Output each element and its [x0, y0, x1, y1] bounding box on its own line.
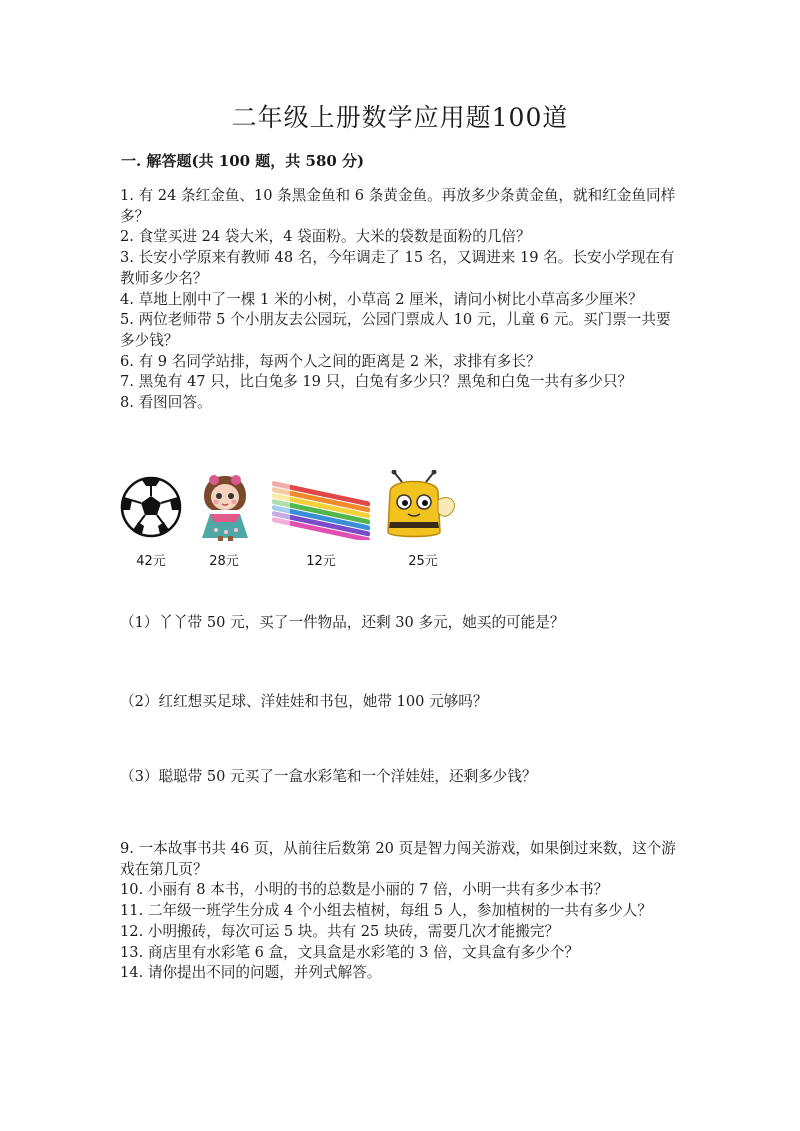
- soccer-ball-icon: [120, 476, 182, 538]
- question-list-part-2: [120, 839, 680, 984]
- product-images: [118, 470, 478, 580]
- question-12: 12. 小明搬砖，每次可运 5 块。共有 25 块砖，需要几次才能搬完？: [120, 922, 560, 940]
- question-3: 3. 长安小学原来有教师 48 名，今年调走了 15 名，又调进来 19 名。长安小学现在有教师多少名？: [120, 249, 675, 287]
- question-13: 13. 商店里有水彩笔 6 盒，文具盒是水彩笔的 3 倍，文具盒有多少个？: [120, 943, 580, 961]
- price-doll: 28元: [209, 554, 239, 569]
- question-8: 8. 看图回答。: [120, 394, 212, 412]
- sub-question-3: （3）聪聪带 50 元买了一盒水彩笔和一个洋娃娃，还剩多少钱？: [120, 768, 537, 785]
- doll-icon: [190, 470, 260, 542]
- question-6: 6. 有 9 名同学站排，每两个人之间的距离是 2 米，求排有多长？: [120, 352, 541, 370]
- question-11: 11. 二年级一班学生分成 4 个小组去植树，每组 5 人，参加植树的一共有多少人？: [120, 902, 652, 920]
- price-markers: 12元: [306, 554, 336, 569]
- section-header: 一. 解答题(共 100 题，共 580 分): [121, 152, 365, 170]
- question-9: 9. 一本故事书共 46 页，从前往后数第 20 页是智力闯关游戏，如果倒过来数，这个游戏在第几页？: [120, 840, 676, 878]
- question-2: 2. 食堂买进 24 袋大米，4 袋面粉。大米的袋数是面粉的几倍？: [120, 228, 531, 246]
- price-soccer-ball: 42元: [136, 554, 166, 569]
- sub-question-1: （1）丫丫带 50 元，买了一件物品，还剩 30 多元，她买的可能是？: [120, 614, 565, 631]
- bee-backpack-icon: [380, 470, 464, 542]
- markers-icon: [268, 478, 380, 540]
- question-5: 5. 两位老师带 5 个小朋友去公园玩，公园门票成人 10 元，儿童 6 元。买门票一共要多少钱？: [120, 311, 671, 349]
- question-list-part-1: [120, 186, 680, 414]
- question-10: 10. 小丽有 8 本书，小明的书的总数是小丽的 7 倍，小明一共有多少本书？: [120, 881, 609, 899]
- question-4: 4. 草地上刚中了一棵 1 米的小树，小草高 2 厘米，请问小树比小草高多少厘米？: [120, 290, 643, 308]
- sub-question-2: （2）红红想买足球、洋娃娃和书包，她带 100 元够吗？: [120, 693, 488, 710]
- page-title: 二年级上册数学应用题100道: [231, 103, 569, 132]
- question-14: 14. 请你提出不同的问题，并列式解答。: [120, 964, 382, 982]
- price-bee-backpack: 25元: [408, 554, 438, 569]
- question-7: 7. 黑兔有 47 只，比白兔多 19 只，白兔有多少只？黑兔和白兔一共有多少只？: [120, 373, 633, 391]
- question-1: 1. 有 24 条红金鱼、10 条黑金鱼和 6 条黄金鱼。再放多少条黄金鱼，就和红金鱼同样多？: [120, 187, 676, 225]
